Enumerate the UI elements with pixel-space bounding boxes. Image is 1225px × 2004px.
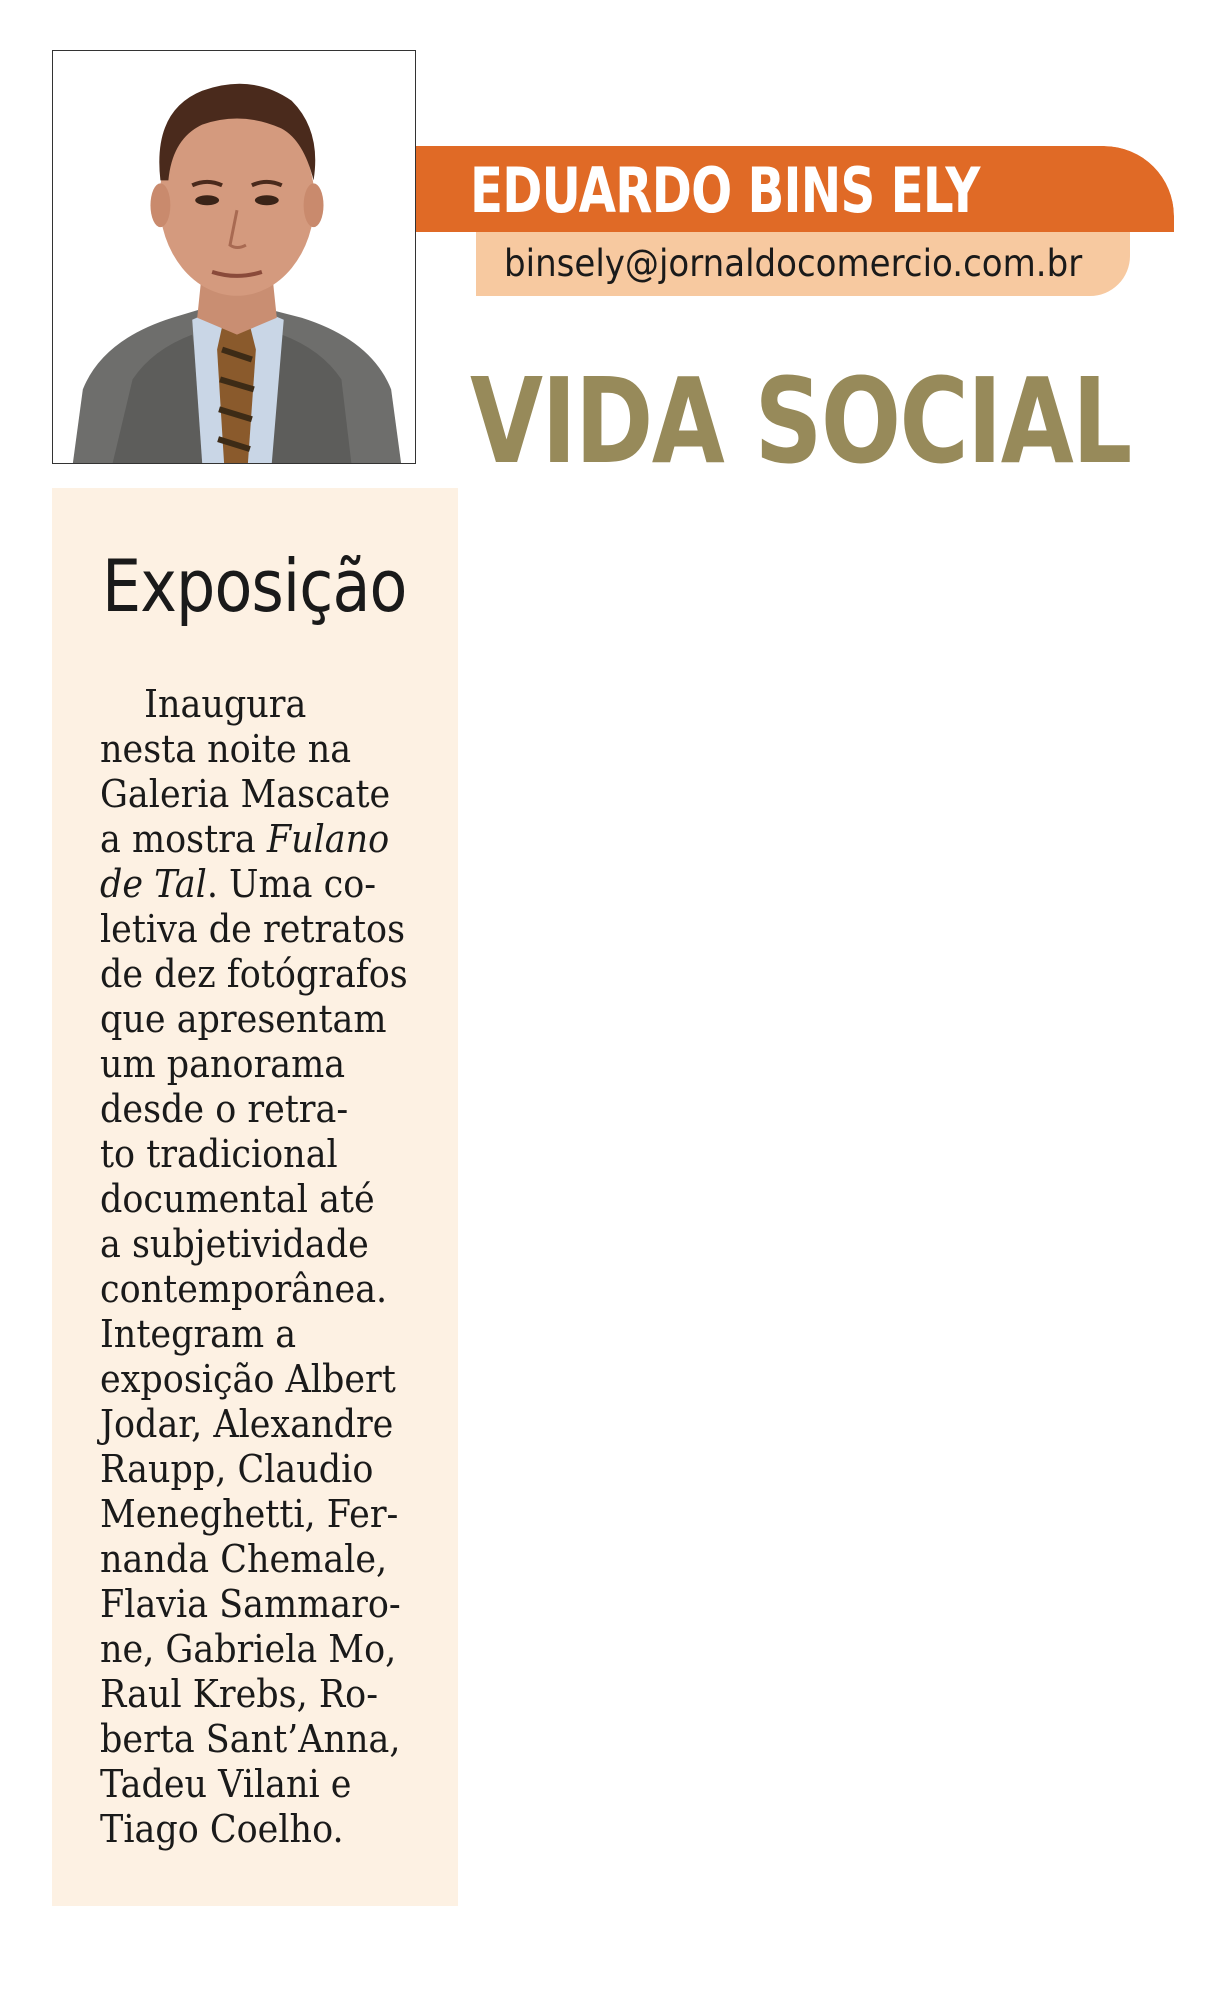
article-line — [100, 1807, 428, 1852]
article-line-text: Tiago Coelho. — [100, 1807, 344, 1851]
article-line — [100, 1267, 428, 1312]
article-line — [100, 862, 428, 907]
article-line — [100, 907, 428, 952]
article-line-text: Raul Krebs, Ro- — [100, 1672, 379, 1716]
article-line-text: Meneghetti, Fer- — [100, 1492, 399, 1536]
article-line — [100, 1357, 428, 1402]
article-line — [100, 1222, 428, 1267]
article-line-text: a mostra — [100, 817, 267, 861]
section-title: VIDA SOCIAL — [470, 352, 1131, 490]
article-line — [100, 727, 428, 772]
article-line — [100, 1312, 428, 1357]
article-line — [100, 817, 428, 862]
article-line-text: Raupp, Claudio — [100, 1447, 374, 1491]
article-line-text: um panorama — [100, 1042, 346, 1086]
article-line-text: Jodar, Alexandre — [100, 1402, 394, 1446]
article-line-italic: Fulano — [266, 817, 390, 861]
article-line — [100, 1627, 428, 1672]
article-line — [100, 1672, 428, 1717]
author-email: binsely@jornaldocomercio.com.br — [504, 242, 1083, 285]
article-line — [100, 1402, 428, 1447]
article-line — [100, 1717, 428, 1762]
article-line — [100, 1582, 428, 1627]
article-line — [100, 1177, 428, 1222]
author-name-banner — [416, 146, 1174, 232]
article-line-text: . Uma co- — [206, 862, 377, 906]
article-line — [100, 1087, 428, 1132]
article-line — [100, 952, 428, 997]
author-name: EDUARDO BINS ELY — [470, 154, 980, 227]
author-photo — [52, 50, 416, 464]
article-heading: Exposição — [102, 544, 407, 628]
article-box — [52, 488, 458, 1906]
article-line-text: desde o retra- — [100, 1087, 349, 1131]
article-line-text: Integram a — [100, 1312, 297, 1356]
article-line — [100, 997, 428, 1042]
article-line-text: contemporânea. — [100, 1267, 388, 1311]
article-line-text: exposição Albert — [100, 1357, 396, 1401]
article-line — [100, 1537, 428, 1582]
article-line-text: documental até — [100, 1177, 375, 1221]
article-line — [100, 1042, 428, 1087]
article-line-text: a subjetividade — [100, 1222, 369, 1266]
article-line-italic: de Tal — [100, 862, 207, 906]
article-line — [100, 1492, 428, 1537]
article-line-text: Flavia Sammaro- — [100, 1582, 401, 1626]
article-line-text: berta Sant’Anna, — [100, 1717, 401, 1761]
article-line — [100, 1132, 428, 1177]
article-line — [100, 772, 428, 817]
article-line-text: nanda Chemale, — [100, 1537, 388, 1581]
article-line — [100, 682, 428, 727]
article-line-text: nesta noite na — [100, 727, 352, 771]
article-line-text: Galeria Mascate — [100, 772, 391, 816]
article-line-text: Tadeu Vilani e — [100, 1762, 352, 1806]
author-email-pill — [476, 232, 1130, 296]
article-line-text: letiva de retratos — [100, 907, 406, 951]
author-portrait-image — [53, 51, 415, 463]
article-line-text: ne, Gabriela Mo, — [100, 1627, 397, 1671]
article-line-text: Inaugura — [144, 682, 307, 726]
article-line-text: to tradicional — [100, 1132, 338, 1176]
article-line — [100, 1762, 428, 1807]
article-body — [100, 682, 456, 1852]
article-line-text: de dez fotógrafos — [100, 952, 408, 996]
article-line-text: que apresentam — [100, 997, 387, 1041]
article-line — [100, 1447, 428, 1492]
